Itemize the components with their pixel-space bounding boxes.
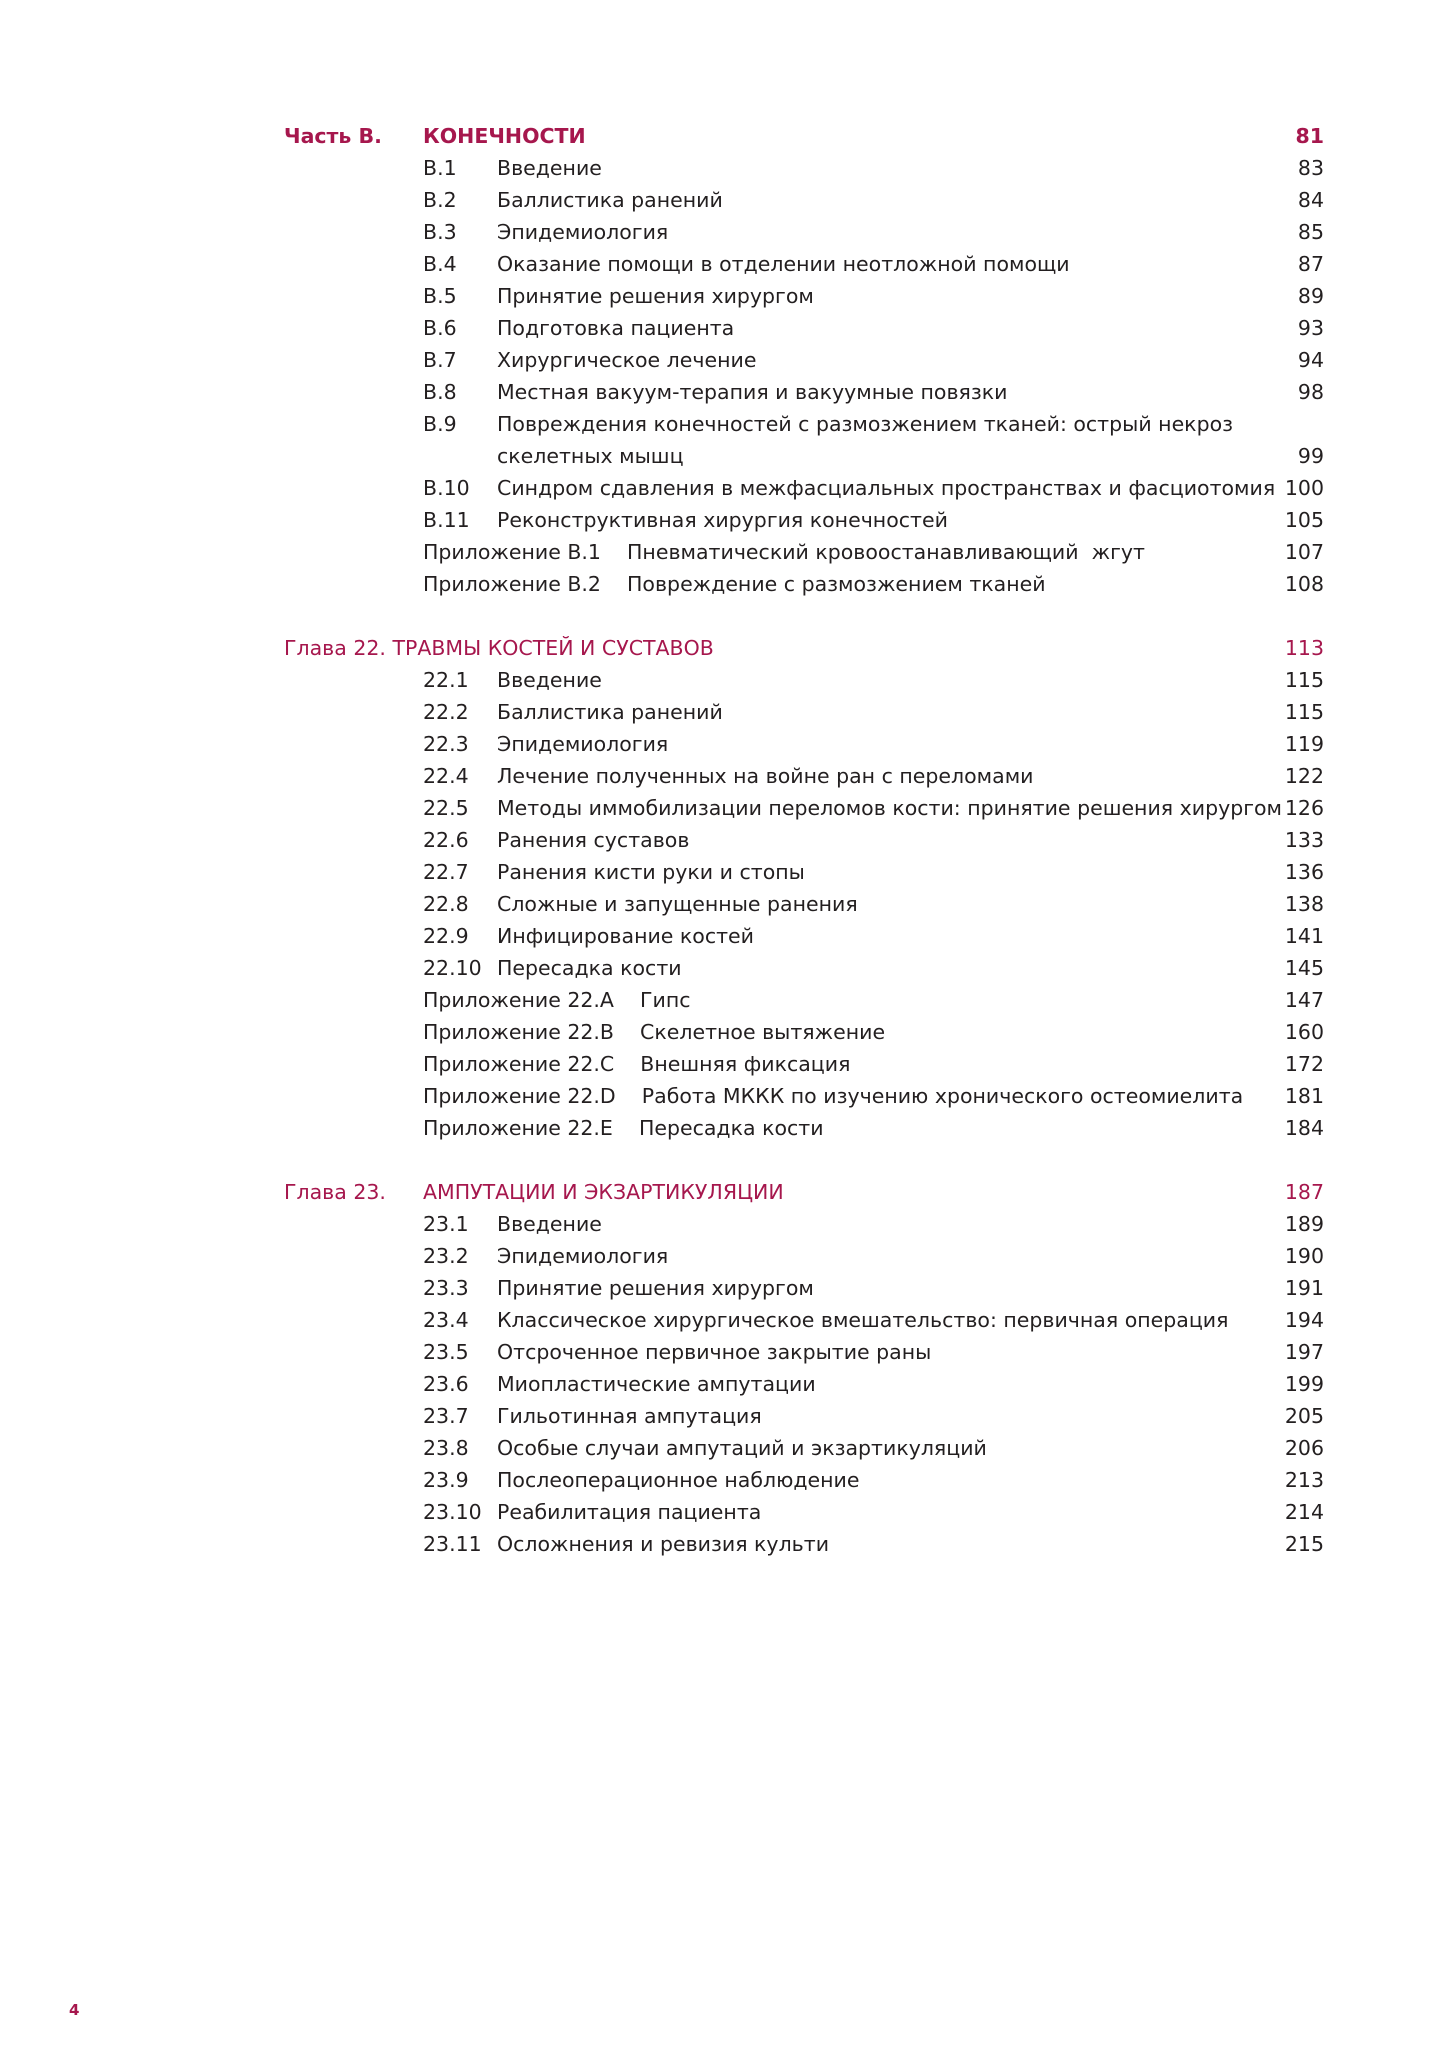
entry-number: 22.6 [423,828,469,852]
entry-number: 23.5 [423,1340,469,1364]
toc-appendix-entry[interactable] [284,984,1324,1016]
entry-title: Ранения кисти руки и стопы [497,860,805,884]
entry-number: 22.4 [423,764,469,788]
entry-page-number: 115 [1284,668,1324,692]
entry-page-number: 199 [1284,1372,1324,1396]
entry-page-number: 181 [1284,1084,1324,1108]
entry-number: B.5 [423,284,457,308]
entry-title: Сложные и запущенные ранения [497,892,858,916]
entry-title: Пересадка кости [497,956,682,980]
entry-number: B.7 [423,348,457,372]
entry-title: Подготовка пациента [497,316,735,340]
entry-page-number: 194 [1284,1308,1324,1332]
toc-entry[interactable] [284,472,1324,504]
entry-number: 22.10 [423,956,482,980]
toc-entry[interactable] [284,280,1324,312]
section-label: Глава 23. [284,1180,386,1204]
entry-title: Хирургическое лечение [497,348,757,372]
section-label: Часть B. [284,124,382,148]
entry-number: B.11 [423,508,470,532]
entry-page-number: 184 [1284,1116,1324,1140]
section-heading[interactable] [284,632,1324,664]
entry-title: Введение [497,1212,602,1236]
entry-number: 23.6 [423,1372,469,1396]
entry-title: Местная вакуум-терапия и вакуумные повязки [497,380,1008,404]
toc-entry[interactable] [284,152,1324,184]
toc-entry[interactable] [284,408,1324,440]
section-label: Глава 22. ТРАВМЫ КОСТЕЙ И СУСТАВОВ [284,636,714,660]
entry-number: 23.10 [423,1500,482,1524]
section-heading[interactable] [284,1176,1324,1208]
toc-entry[interactable] [284,792,1324,824]
toc-entry[interactable] [284,1432,1324,1464]
toc-entry[interactable] [284,1208,1324,1240]
toc-entry[interactable] [284,1528,1324,1560]
entry-number: 23.3 [423,1276,469,1300]
entry-page-number: 126 [1284,796,1324,820]
toc-appendix-entry[interactable] [284,568,1324,600]
entry-title: Реконструктивная хирургия конечностей [497,508,948,532]
table-of-contents [284,120,1324,1560]
entry-page-number: 215 [1284,1532,1324,1556]
entry-page-number: 87 [1297,252,1324,276]
entry-title: Лечение полученных на войне ран с переломами [497,764,1034,788]
entry-number: 22.8 [423,892,469,916]
toc-appendix-entry[interactable] [284,1112,1324,1144]
entry-title: Приложение 22.A Гипс [423,988,691,1012]
toc-appendix-entry[interactable] [284,1048,1324,1080]
entry-page-number: 94 [1297,348,1324,372]
toc-entry[interactable] [284,184,1324,216]
entry-page-number: 160 [1284,1020,1324,1044]
entry-page-number: 105 [1284,508,1324,532]
entry-title: Приложение B.2 Повреждение с размозжением тканей [423,572,1046,596]
entry-title: Приложение 22.D Работа МККК по изучению хронического остеомиелита [423,1084,1244,1108]
entry-number: 23.1 [423,1212,469,1236]
entry-number: B.8 [423,380,457,404]
toc-appendix-entry[interactable] [284,1080,1324,1112]
entry-number: 22.9 [423,924,469,948]
entry-page-number: 89 [1297,284,1324,308]
entry-page-number: 190 [1284,1244,1324,1268]
entry-number: 23.4 [423,1308,469,1332]
entry-title: Принятие решения хирургом [497,284,814,308]
entry-title: Реабилитация пациента [497,1500,762,1524]
toc-entry[interactable] [284,696,1324,728]
entry-title: Приложение 22.E Пересадка кости [423,1116,824,1140]
entry-title: Оказание помощи в отделении неотложной помощи [497,252,1070,276]
section-title: АМПУТАЦИИ И ЭКЗАРТИКУЛЯЦИИ [423,1180,784,1204]
toc-entry[interactable] [284,1400,1324,1432]
entry-title: Отсроченное первичное закрытие раны [497,1340,932,1364]
entry-page-number: 122 [1284,764,1324,788]
entry-title: Ранения суставов [497,828,690,852]
toc-appendix-entry[interactable] [284,536,1324,568]
toc-entry[interactable] [284,504,1324,536]
entry-title: Эпидемиология [497,732,669,756]
entry-page-number: 93 [1297,316,1324,340]
entry-title: Введение [497,668,602,692]
entry-page-number: 189 [1284,1212,1324,1236]
entry-page-number: 214 [1284,1500,1324,1524]
entry-page-number: 147 [1284,988,1324,1012]
toc-entry[interactable] [284,1336,1324,1368]
entry-page-number: 145 [1284,956,1324,980]
entry-number: 23.8 [423,1436,469,1460]
entry-title: Приложение B.1 Пневматический кровоостанавливающий жгут [423,540,1145,564]
toc-entry[interactable] [284,920,1324,952]
entry-title: Эпидемиология [497,220,669,244]
entry-title: Инфицирование костей [497,924,754,948]
entry-page-number: 141 [1284,924,1324,948]
entry-title: Миопластические ампутации [497,1372,816,1396]
entry-page-number: 84 [1297,188,1324,212]
toc-appendix-entry[interactable] [284,1016,1324,1048]
toc-entry[interactable] [284,1304,1324,1336]
toc-entry[interactable] [284,1240,1324,1272]
entry-title: Эпидемиология [497,1244,669,1268]
entry-page-number: 205 [1284,1404,1324,1428]
toc-entry[interactable] [284,952,1324,984]
entry-number: 23.11 [423,1532,482,1556]
entry-page-number: 197 [1284,1340,1324,1364]
entry-page-number: 138 [1284,892,1324,916]
entry-number: B.4 [423,252,457,276]
entry-title: Классическое хирургическое вмешательство: первичная операция [497,1308,1229,1332]
entry-title: скелетных мышц [497,444,684,468]
entry-page-number: 98 [1297,380,1324,404]
entry-number: B.2 [423,188,457,212]
entry-number: 23.2 [423,1244,469,1268]
entry-title: Методы иммобилизации переломов кости: принятие решения хирургом [497,796,1283,820]
entry-title: Приложение 22.C Внешняя фиксация [423,1052,851,1076]
toc-entry[interactable] [284,216,1324,248]
toc-entry[interactable] [284,664,1324,696]
entry-page-number: 191 [1284,1276,1324,1300]
entry-title: Гильотинная ампутация [497,1404,762,1428]
entry-title: Осложнения и ревизия культи [497,1532,830,1556]
entry-page-number: 119 [1284,732,1324,756]
entry-number: 23.7 [423,1404,469,1428]
entry-page-number: 100 [1284,476,1324,500]
entry-page-number: 99 [1297,444,1324,468]
entry-title: Баллистика ранений [497,700,723,724]
section-page-number: 187 [1284,1180,1324,1204]
entry-number: B.9 [423,412,457,436]
entry-page-number: 85 [1297,220,1324,244]
toc-entry[interactable] [284,824,1324,856]
section-gap [284,1144,1324,1176]
section-page-number: 113 [1284,636,1324,660]
toc-entry[interactable] [284,1368,1324,1400]
entry-number: B.3 [423,220,457,244]
entry-title: Синдром сдавления в межфасциальных пространствах и фасциотомия [497,476,1276,500]
entry-page-number: 107 [1284,540,1324,564]
toc-entry[interactable] [284,728,1324,760]
section-heading[interactable] [284,120,1324,152]
entry-number: 22.1 [423,668,469,692]
entry-number: B.1 [423,156,457,180]
entry-page-number: 108 [1284,572,1324,596]
section-page-number: 81 [1295,124,1324,148]
entry-page-number: 172 [1284,1052,1324,1076]
entry-number: 23.9 [423,1468,469,1492]
entry-page-number: 115 [1284,700,1324,724]
entry-number: B.10 [423,476,470,500]
entry-title: Принятие решения хирургом [497,1276,814,1300]
toc-entry[interactable] [284,376,1324,408]
section-title: КОНЕЧНОСТИ [423,124,586,148]
page-number: 4 [69,2001,80,2019]
entry-number: B.6 [423,316,457,340]
section-gap [284,600,1324,632]
entry-page-number: 206 [1284,1436,1324,1460]
toc-entry[interactable] [284,1272,1324,1304]
entry-title: Баллистика ранений [497,188,723,212]
entry-title: Приложение 22.B Скелетное вытяжение [423,1020,886,1044]
entry-title: Повреждения конечностей с размозжением тканей: острый некроз [497,412,1234,436]
toc-entry[interactable] [284,248,1324,280]
toc-entry[interactable] [284,1464,1324,1496]
entry-page-number: 83 [1297,156,1324,180]
toc-entry[interactable] [284,888,1324,920]
toc-entry[interactable] [284,312,1324,344]
entry-page-number: 133 [1284,828,1324,852]
entry-title: Введение [497,156,602,180]
toc-entry[interactable] [284,760,1324,792]
entry-title: Особые случаи ампутаций и экзартикуляций [497,1436,987,1460]
entry-number: 22.7 [423,860,469,884]
entry-page-number: 213 [1284,1468,1324,1492]
entry-number: 22.5 [423,796,469,820]
entry-number: 22.3 [423,732,469,756]
entry-page-number: 136 [1284,860,1324,884]
entry-number: 22.2 [423,700,469,724]
toc-entry[interactable] [284,1496,1324,1528]
entry-title: Послеоперационное наблюдение [497,1468,860,1492]
toc-entry[interactable] [284,856,1324,888]
toc-entry[interactable] [284,440,1324,472]
toc-entry[interactable] [284,344,1324,376]
